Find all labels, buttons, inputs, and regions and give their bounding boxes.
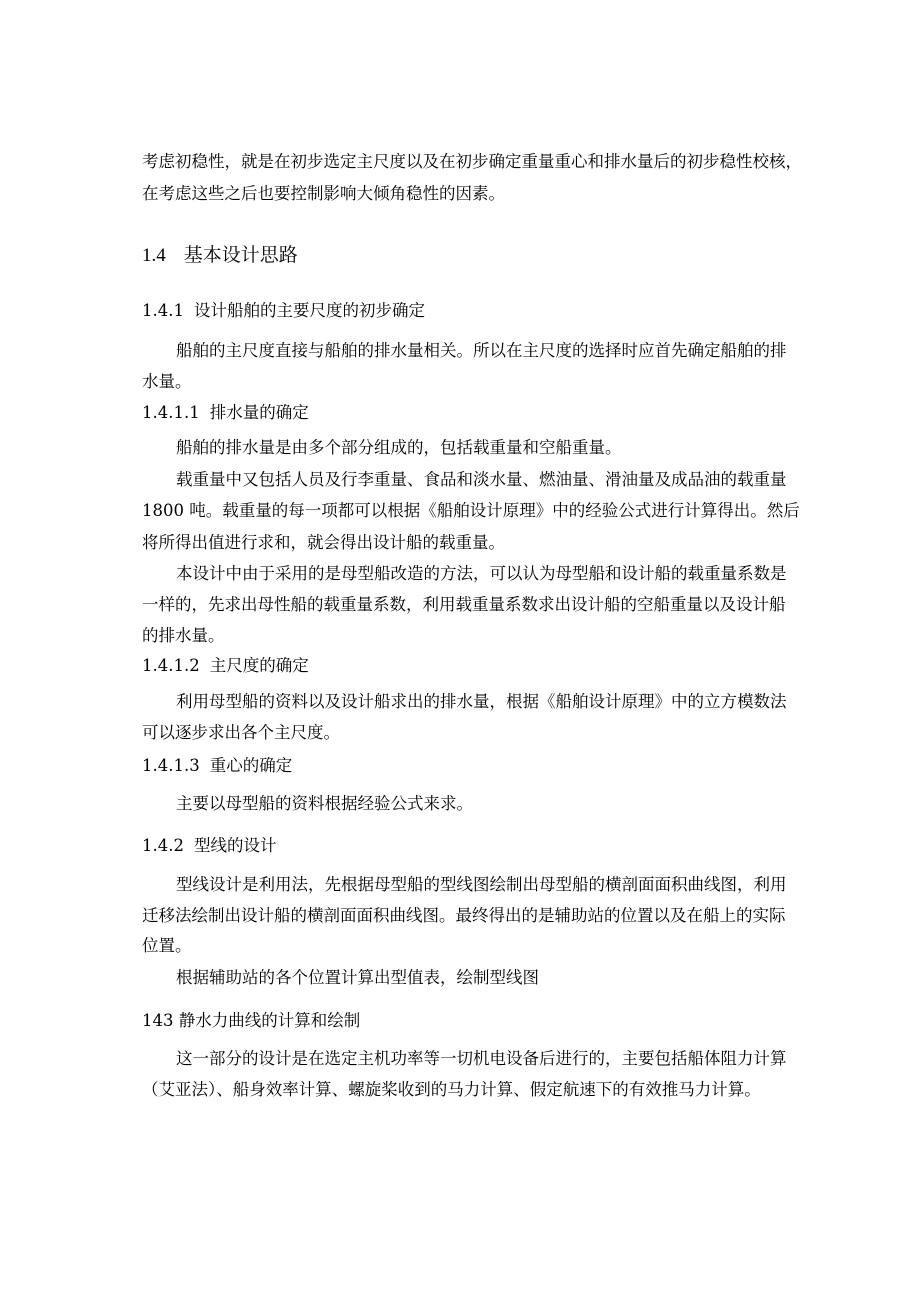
subsection-heading-1-4-2 [142,835,802,857]
intro-line-1: 考虑初稳性，就是在初步选定主尺度以及在初步确定重量重心和排水量后的初步稳性校核， [142,152,802,171]
paragraph-line: 位置。 [142,936,192,955]
paragraph-line: 利用母型船的资料以及设计船求出的排水量，根据《船舶设计原理》中的立方模数法 [176,692,787,711]
paragraph-line: 的排水量。 [142,626,225,645]
subsection-title: 重心的确定 [209,756,293,775]
section-title: 基本设计思路 [183,244,298,266]
subsection-heading-1-4-1-3 [142,755,802,777]
paragraph-line: 本设计中由于采用的是母型船改造的方法，可以认为母型船和设计船的载重量系数是 [176,564,787,583]
subsection-heading-143: 143 静水力曲线的计算和绘制 [142,1011,361,1030]
subsection-number: 1.4.1.2 [142,656,200,675]
paragraph-line: 将所得出值进行求和，就会得出设计船的载重量。 [142,533,505,552]
paragraph-line: 一样的，先求出母性船的载重量系数，利用载重量系数求出设计船的空船重量以及设计船 [142,595,786,614]
paragraph-line: 载重量中又包括人员及行李重量、食品和淡水量、燃油量、滑油量及成品油的载重量 [176,470,787,489]
section-heading-1-4 [142,243,298,268]
subsection-number: 1.4.2 [142,836,184,855]
paragraph-line: 可以逐步求出各个主尺度。 [142,723,340,742]
paragraph-line: （艾亚法）、船身效率计算、螺旋桨收到的马力计算、假定航速下的有效推马力计算。 [142,1080,761,1099]
subsection-title: 型线的设计 [193,836,277,855]
subsection-number: 1.4.1 [142,301,184,320]
paragraph-line: 水量。 [142,372,192,391]
paragraph-line: 根据辅助站的各个位置计算出型值表，绘制型线图 [176,968,539,987]
subsection-number: 1.4.1.3 [142,756,200,775]
paragraph-line: 1800 吨。载重量的每一项都可以根据《船舶设计原理》中的经验公式进行计算得出。然后 [142,501,800,520]
paragraph-line: 迁移法绘制出设计船的横剖面面积曲线图。最终得出的是辅助站的位置以及在船上的实际 [142,906,786,925]
intro-line-2: 在考虑这些之后也要控制影响大倾角稳性的因素。 [142,184,505,203]
paragraph-line: 船舶的排水量是由多个部分组成的，包括载重量和空船重量。 [176,438,622,457]
paragraph-line: 主要以母型船的资料根据经验公式来求。 [176,794,473,813]
subsection-heading-1-4-1-1 [142,402,802,424]
subsection-number: 1.4.1.1 [142,403,200,422]
subsection-heading-1-4-1 [142,300,802,322]
subsection-heading-1-4-1-2 [142,655,802,677]
paragraph-line: 船舶的主尺度直接与船舶的排水量相关。所以在主尺度的选择时应首先确定船舶的排 [176,341,787,360]
subsection-title: 主尺度的确定 [209,656,309,675]
section-number: 1.4 [142,245,166,266]
subsection-title: 排水量的确定 [209,403,309,422]
subsection-title: 设计船舶的主要尺度的初步确定 [193,301,425,320]
paragraph-line: 这一部分的设计是在选定主机功率等一切机电设备后进行的，主要包括船体阻力计算 [176,1049,787,1068]
paragraph-line: 型线设计是利用法，先根据母型船的型线图绘制出母型船的横剖面面积曲线图，利用 [176,875,787,894]
